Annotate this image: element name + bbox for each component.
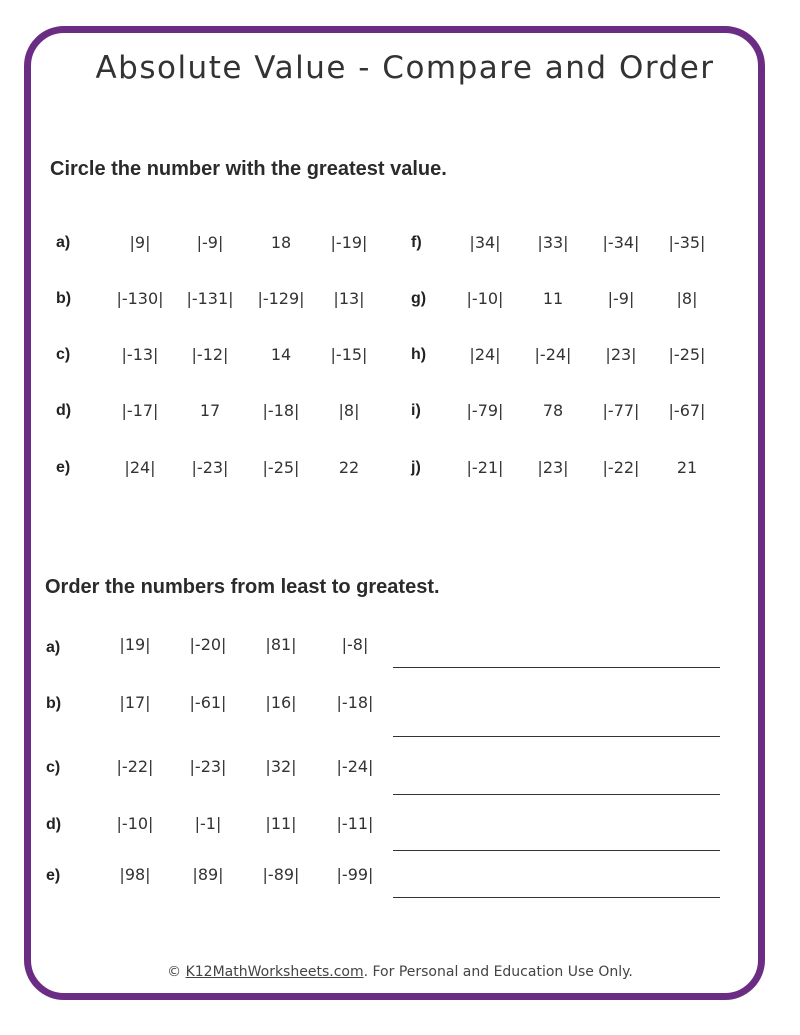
number-option[interactable]: |-67| xyxy=(668,401,706,420)
row-label: c) xyxy=(56,346,71,363)
number-item: |19| xyxy=(119,635,151,654)
footer xyxy=(0,964,800,980)
row-label: e) xyxy=(56,459,71,476)
number-item: |-20| xyxy=(189,635,227,654)
number-item: |32| xyxy=(265,757,297,776)
number-item: |-23| xyxy=(189,757,227,776)
number-option[interactable]: |-19| xyxy=(330,233,368,252)
site-link[interactable]: K12MathWorksheets.com xyxy=(185,964,364,980)
row-label: a) xyxy=(46,639,61,656)
number-item: |-1| xyxy=(194,814,222,833)
answer-line[interactable] xyxy=(393,897,720,898)
number-item: |-99| xyxy=(336,865,374,884)
number-option[interactable]: 18 xyxy=(270,233,292,252)
number-option[interactable]: |-21| xyxy=(466,458,504,477)
number-item: |98| xyxy=(119,865,151,884)
number-item: |16| xyxy=(265,693,297,712)
row-label: d) xyxy=(56,402,72,419)
answer-line[interactable] xyxy=(393,794,720,795)
number-option[interactable]: |-22| xyxy=(602,458,640,477)
number-item: |81| xyxy=(265,635,297,654)
number-option[interactable]: |-129| xyxy=(257,289,305,308)
section1-heading: Circle the number with the greatest value. xyxy=(50,158,447,180)
row-label: h) xyxy=(411,346,427,363)
number-option[interactable]: |-25| xyxy=(262,458,300,477)
number-option[interactable]: |-9| xyxy=(196,233,224,252)
row-label: e) xyxy=(46,867,61,884)
row-label: j) xyxy=(411,459,421,476)
number-option[interactable]: |-77| xyxy=(602,401,640,420)
number-option[interactable]: 78 xyxy=(542,401,564,420)
number-option[interactable]: 14 xyxy=(270,345,292,364)
answer-line[interactable] xyxy=(393,736,720,737)
number-option[interactable]: |34| xyxy=(469,233,501,252)
answer-line[interactable] xyxy=(393,667,720,668)
number-option[interactable]: |24| xyxy=(124,458,156,477)
row-label: g) xyxy=(411,290,427,307)
number-option[interactable]: |-79| xyxy=(466,401,504,420)
number-option[interactable]: |-131| xyxy=(186,289,234,308)
row-label: a) xyxy=(56,234,71,251)
number-option[interactable]: |-34| xyxy=(602,233,640,252)
number-item: |11| xyxy=(265,814,297,833)
number-option[interactable]: |8| xyxy=(676,289,698,308)
answer-line[interactable] xyxy=(393,850,720,851)
number-option[interactable]: |23| xyxy=(537,458,569,477)
number-item: |-22| xyxy=(116,757,154,776)
number-option[interactable]: |33| xyxy=(537,233,569,252)
number-item: |-10| xyxy=(116,814,154,833)
number-option[interactable]: |-15| xyxy=(330,345,368,364)
section2-heading: Order the numbers from least to greatest. xyxy=(45,576,440,598)
number-item: |89| xyxy=(192,865,224,884)
row-label: b) xyxy=(46,695,62,712)
row-label: i) xyxy=(411,402,421,419)
number-option[interactable]: |23| xyxy=(605,345,637,364)
row-label: b) xyxy=(56,290,72,307)
number-option[interactable]: 17 xyxy=(199,401,221,420)
number-option[interactable]: |13| xyxy=(333,289,365,308)
number-option[interactable]: |-17| xyxy=(121,401,159,420)
number-item: |17| xyxy=(119,693,151,712)
number-option[interactable]: 21 xyxy=(676,458,698,477)
number-item: |-24| xyxy=(336,757,374,776)
number-option[interactable]: |-130| xyxy=(116,289,164,308)
number-option[interactable]: 22 xyxy=(338,458,360,477)
row-label: c) xyxy=(46,759,61,776)
number-item: |-8| xyxy=(341,635,369,654)
number-item: |-89| xyxy=(262,865,300,884)
number-option[interactable]: |9| xyxy=(129,233,151,252)
number-item: |-18| xyxy=(336,693,374,712)
footer-text: . For Personal and Education Use Only. xyxy=(363,964,633,980)
number-item: |-61| xyxy=(189,693,227,712)
number-option[interactable]: 11 xyxy=(542,289,564,308)
number-option[interactable]: |-12| xyxy=(191,345,229,364)
number-option[interactable]: |-24| xyxy=(534,345,572,364)
copyright-prefix: © xyxy=(167,964,186,980)
number-option[interactable]: |-13| xyxy=(121,345,159,364)
number-option[interactable]: |8| xyxy=(338,401,360,420)
number-option[interactable]: |-18| xyxy=(262,401,300,420)
number-option[interactable]: |-10| xyxy=(466,289,504,308)
page-title: Absolute Value - Compare and Order xyxy=(95,50,715,86)
number-option[interactable]: |-23| xyxy=(191,458,229,477)
number-item: |-11| xyxy=(336,814,374,833)
number-option[interactable]: |-35| xyxy=(668,233,706,252)
number-option[interactable]: |-25| xyxy=(668,345,706,364)
row-label: d) xyxy=(46,816,62,833)
number-option[interactable]: |24| xyxy=(469,345,501,364)
row-label: f) xyxy=(411,234,422,251)
number-option[interactable]: |-9| xyxy=(607,289,635,308)
